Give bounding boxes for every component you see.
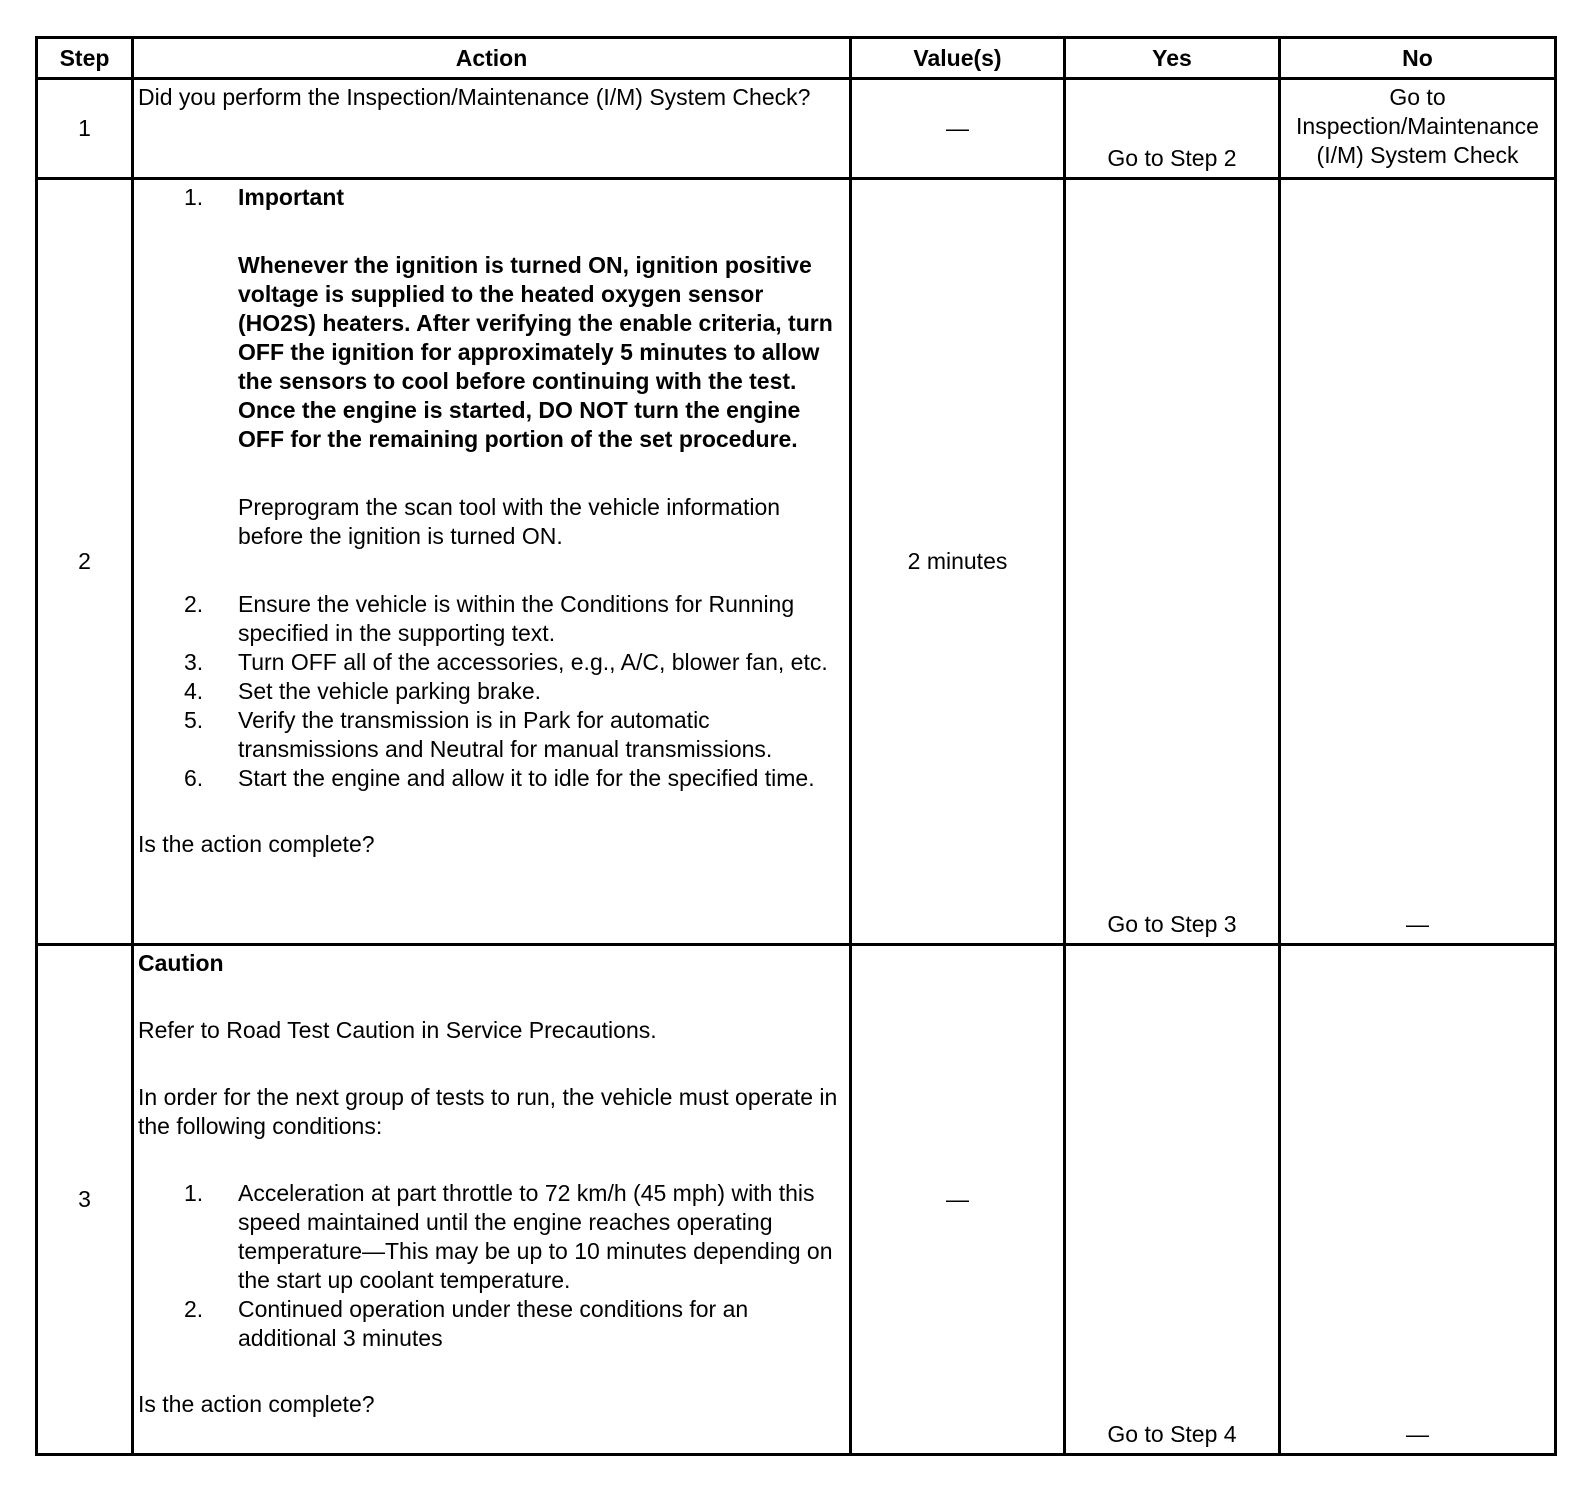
action-cell	[133, 945, 851, 1455]
action-cell	[133, 179, 851, 945]
list-item	[138, 1179, 843, 1295]
no-cell: —	[1280, 945, 1556, 1455]
header-step: Step	[37, 38, 133, 79]
list-text: Continued operation under these conditions for an additional 3 minutes	[238, 1296, 749, 1351]
list-number: 1.	[184, 1180, 204, 1206]
caution-label: Caution	[138, 950, 224, 976]
list-text: Turn OFF all of the accessories, e.g., A/C, blower fan, etc.	[238, 649, 828, 675]
important-label: Important	[238, 184, 345, 210]
question-text: Is the action complete?	[138, 831, 375, 857]
action-text: Did you perform the Inspection/Maintenance (I/M) System Check?	[133, 79, 851, 179]
header-action: Action	[133, 38, 851, 79]
list-item	[138, 183, 843, 551]
header-no: No	[1280, 38, 1556, 79]
list-number: 2.	[184, 1296, 204, 1322]
intro-text: In order for the next group of tests to run, the vehicle must operate in the following conditions:	[138, 1084, 838, 1139]
question-text: Is the action complete?	[138, 1391, 375, 1417]
procedure-list	[138, 183, 843, 793]
list-text: Verify the transmission is in Park for automatic transmissions and Neutral for manual transmissions.	[238, 707, 773, 762]
list-text: Ensure the vehicle is within the Conditions for Running specified in the supporting text.	[238, 591, 795, 646]
no-cell: Go to Inspection/Maintenance (I/M) System Check	[1280, 79, 1556, 179]
step-number: 3	[37, 945, 133, 1455]
value-cell: —	[851, 945, 1065, 1455]
table-row-step-1	[37, 79, 1556, 179]
table-row-step-3	[37, 945, 1556, 1455]
yes-cell: Go to Step 3	[1065, 179, 1280, 945]
no-cell: —	[1280, 179, 1556, 945]
list-number: 6.	[184, 765, 204, 791]
list-number: 1.	[184, 184, 204, 210]
list-item	[138, 677, 843, 706]
list-number: 2.	[184, 591, 204, 617]
value-cell: —	[851, 79, 1065, 179]
list-item	[138, 648, 843, 677]
list-item	[138, 590, 843, 648]
list-item	[138, 706, 843, 764]
list-item	[138, 1295, 843, 1353]
diagnostic-table	[35, 36, 1557, 1456]
step-number: 1	[37, 79, 133, 179]
caution-text: Refer to Road Test Caution in Service Precautions.	[138, 1017, 657, 1043]
table-row-step-2	[37, 179, 1556, 945]
list-text: Set the vehicle parking brake.	[238, 678, 542, 704]
header-yes: Yes	[1065, 38, 1280, 79]
header-row	[37, 38, 1556, 79]
conditions-list	[138, 1179, 843, 1353]
header-values: Value(s)	[851, 38, 1065, 79]
value-cell: 2 minutes	[851, 179, 1065, 945]
list-text: Acceleration at part throttle to 72 km/h (45 mph) with this speed maintained until the engine reaches operating temperature—This may be up to 10 minutes depending on the start up coolant temperature.	[238, 1180, 833, 1293]
list-item	[138, 764, 843, 793]
list-number: 3.	[184, 649, 204, 675]
yes-cell: Go to Step 2	[1065, 79, 1280, 179]
step-number: 2	[37, 179, 133, 945]
note-text: Preprogram the scan tool with the vehicle information before the ignition is turned ON.	[238, 494, 781, 549]
list-number: 4.	[184, 678, 204, 704]
list-number: 5.	[184, 707, 204, 733]
yes-cell: Go to Step 4	[1065, 945, 1280, 1455]
important-text: Whenever the ignition is turned ON, ignition positive voltage is supplied to the heated oxygen sensor (HO2S) heaters. After verifying the enable criteria, turn OFF the ignition for approximately 5 minutes to allow the sensors to cool before continuing with the test. Once the engine is started, DO NOT turn the engine OFF for the remaining portion of the set procedure.	[238, 252, 833, 452]
list-text: Start the engine and allow it to idle for the specified time.	[238, 765, 815, 791]
